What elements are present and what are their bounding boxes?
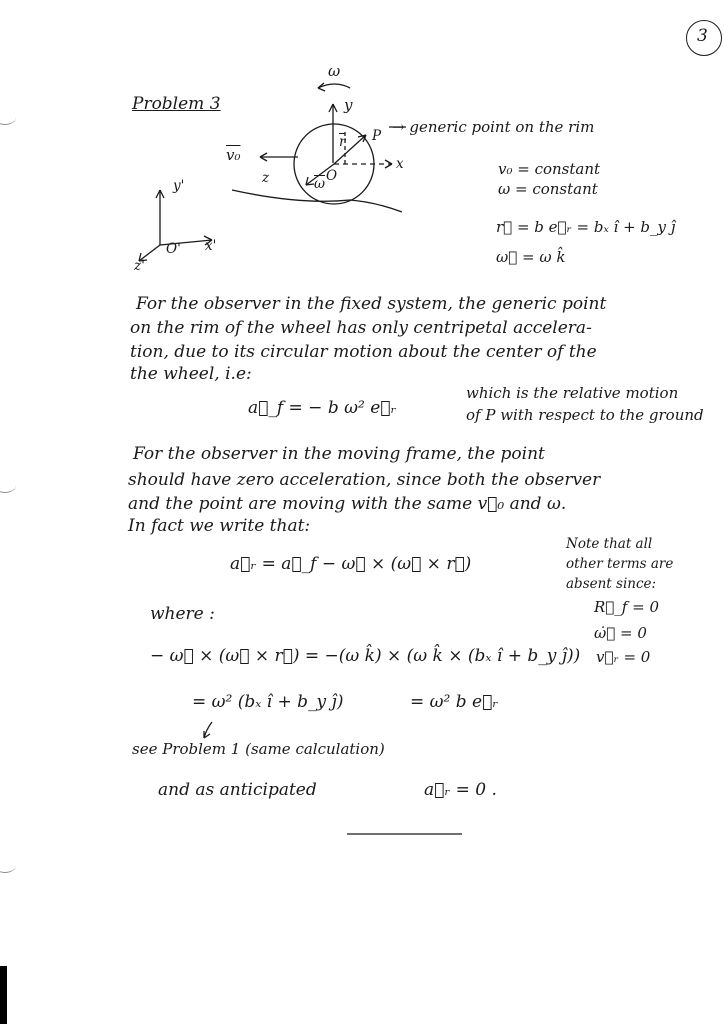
note-term: v⃗ᵣ = 0 — [596, 648, 651, 666]
note-term: ω̇⃗ = 0 — [594, 624, 647, 642]
fixed-y-label: y' — [173, 178, 185, 194]
fixed-x-label: x' — [205, 238, 217, 254]
equation-expanded: = ω² (bₓ î + b_y ĵ) — [192, 692, 344, 712]
generic-point-label: → generic point on the rim — [392, 118, 595, 136]
ground-line — [232, 190, 402, 212]
para2-line: In fact we write that: — [128, 516, 311, 536]
condition-v0: v₀ = constant — [498, 160, 601, 178]
omega-center-label: $\overline{\omega}$ — [314, 176, 326, 192]
conclusion-text: and as anticipated — [158, 780, 317, 800]
z-axis-label: z — [262, 170, 270, 186]
para1-line: the wheel, i.e: — [130, 364, 252, 384]
equation-centripetal-term: − ω⃗ × (ω⃗ × r⃗) = −(ω k̂) × (ω k̂ × (bₓ î + b_y ĵ)) — [150, 646, 581, 666]
equation-fixed-acceleration: a⃗_f = − b ω² e⃗ᵣ — [248, 398, 397, 418]
y-axis-label: y — [344, 96, 353, 114]
para1-line: tion, due to its circular motion about the center of the — [130, 342, 597, 362]
para1-line: on the rim of the wheel has only centripetal accelera- — [130, 318, 592, 338]
fixed-z-label: z' — [134, 258, 145, 274]
note-line: Note that all — [566, 536, 653, 552]
condition-r: r⃗ = b e⃗ᵣ = bₓ î + b_y ĵ — [496, 218, 676, 236]
note-line: other terms are — [566, 556, 674, 572]
see-problem-reference: see Problem 1 (same calculation) — [132, 740, 385, 758]
where-label: where : — [150, 604, 215, 624]
para1-line: For the observer in the fixed system, the generic point — [136, 294, 607, 314]
note-line: absent since: — [566, 576, 657, 592]
center-label: O — [326, 168, 338, 184]
conclusion-equation: a⃗ᵣ = 0 . — [424, 780, 497, 800]
fixed-origin-label: O' — [166, 241, 181, 257]
v0-label: v₀ — [226, 146, 241, 164]
para2-line: and the point are moving with the same v⃗₀ and ω. — [128, 494, 567, 514]
equation-result: = ω² b e⃗ᵣ — [410, 692, 499, 712]
omega-label: ω — [328, 62, 341, 80]
r-vector-label: $\overline{r}$ — [339, 134, 346, 150]
problem-title: Problem 3 — [132, 94, 221, 114]
relative-motion-note: of P with respect to the ground — [466, 406, 704, 424]
equation-relative-acceleration: a⃗ᵣ = a⃗_f − ω⃗ × (ω⃗ × r⃗) — [230, 554, 472, 574]
para2-line: For the observer in the moving frame, the point — [133, 444, 545, 464]
page-number: 3 — [697, 26, 708, 46]
condition-omega: ω = constant — [498, 180, 598, 198]
relative-motion-note: which is the relative motion — [466, 384, 679, 402]
condition-omega-vector: ω⃗ = ω k̂ — [496, 248, 566, 266]
point-p-label: P — [372, 128, 382, 144]
note-term: R⃗_f = 0 — [594, 598, 659, 616]
para2-line: should have zero acceleration, since both the observer — [128, 470, 601, 490]
x-axis-label: x — [396, 156, 404, 172]
